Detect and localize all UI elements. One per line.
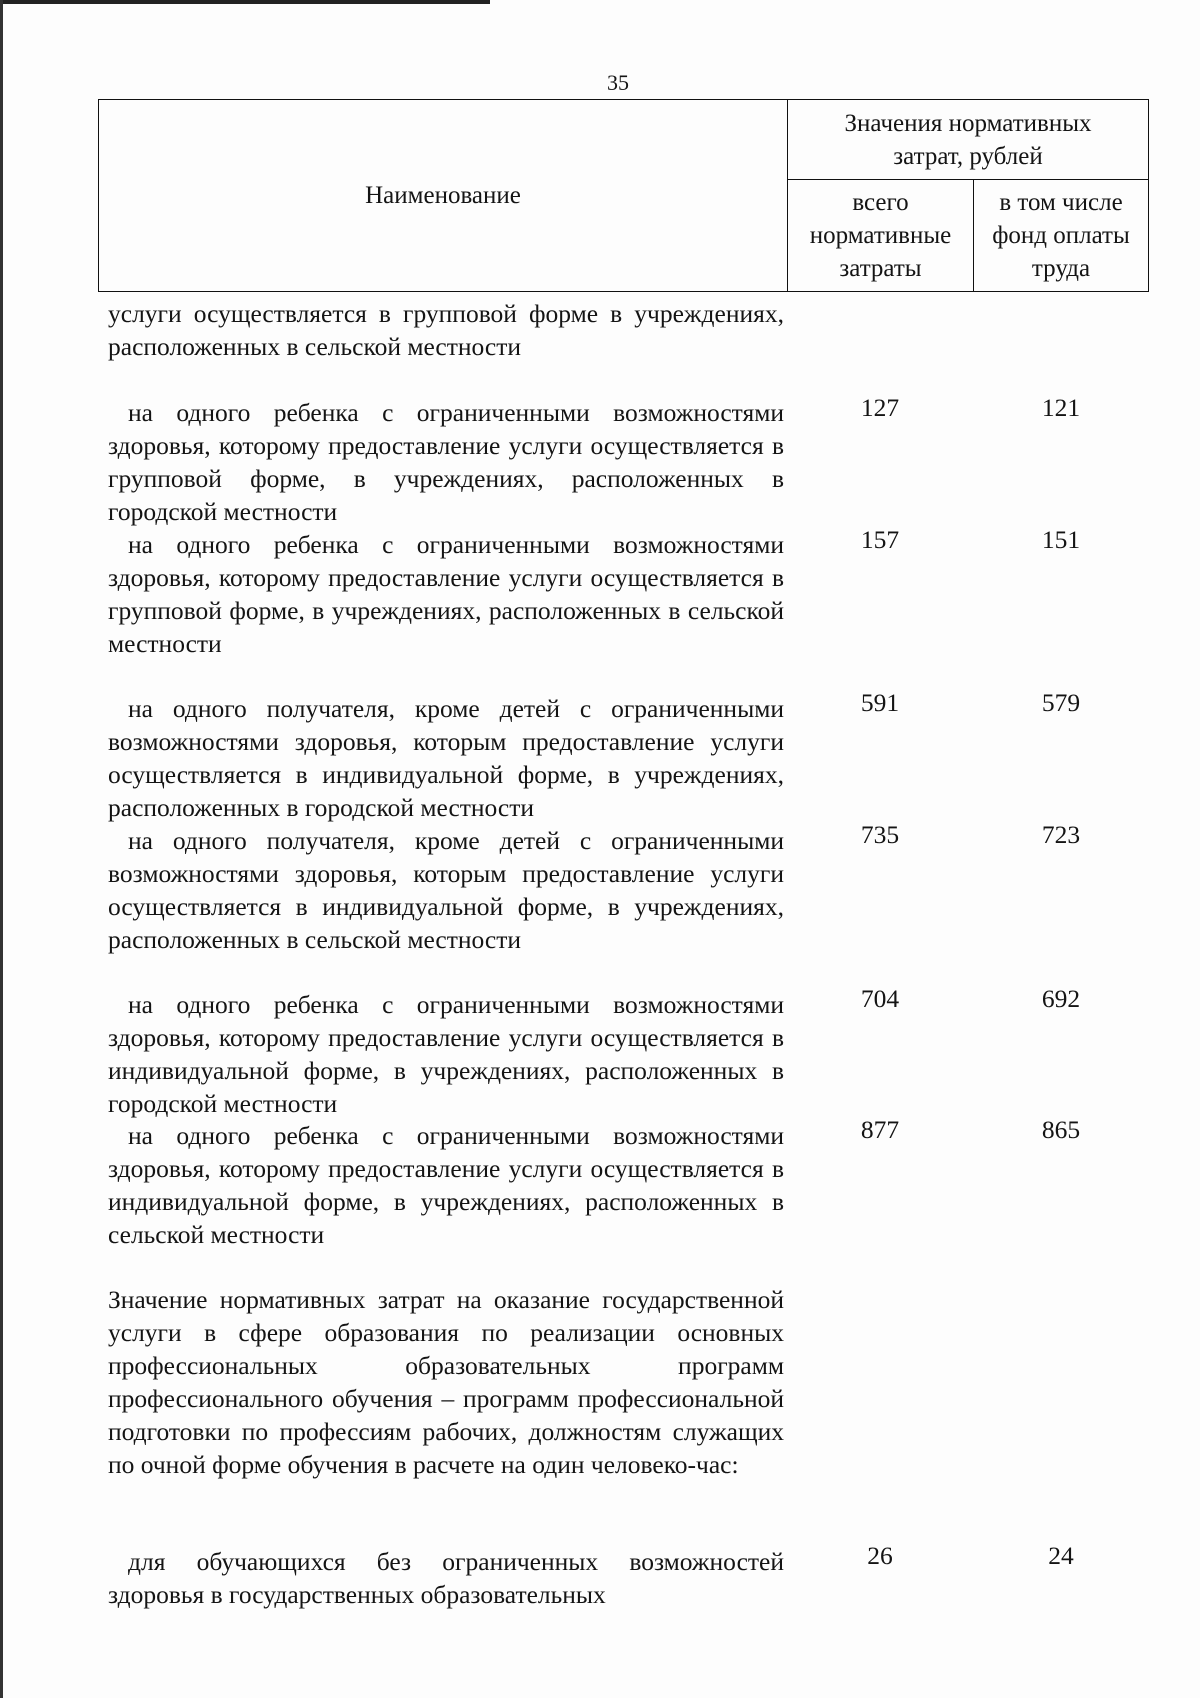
header-name-label: Наименование — [365, 182, 521, 209]
header-wage-cell — [974, 180, 1149, 292]
header-wage-label: в том числе фонд оплаты труда — [992, 189, 1130, 282]
row-total: 157 — [860, 525, 900, 554]
row-text: на одного ребенка с ограниченными возможностями здоровья, которому предоставление услуги осуществляется в индивидуальной форме, в учреждениях, расположенных в городской местности — [108, 990, 784, 1118]
header-total-cell — [788, 180, 974, 292]
row-total: 591 — [860, 688, 900, 717]
row-wage: 151 — [1041, 525, 1081, 554]
row-wage: 723 — [1041, 820, 1081, 849]
section-text: Значение нормативных затрат на оказание государственной услуги в сфере образования по реализации основных профессиональных образовательных программ профессионального обучения – программ профессиональной подготовки по профессиям рабочих, должностям служащих по очной форме обучения в расчете на один человеко-час: — [108, 1285, 784, 1479]
row-total: 26 — [867, 1541, 893, 1570]
header-values-label: Значения нормативных затрат, рублей — [844, 109, 1092, 170]
row-text: на одного получателя, кроме детей с ограниченными возможностями здоровья, которым предоставление услуги осуществляется в индивидуальной форме, в учреждениях, расположенных в сельской местности — [108, 826, 784, 954]
row-wage: 865 — [1041, 1115, 1081, 1144]
scan-edge-left — [0, 0, 3, 1698]
row-text: для обучающихся без ограниченных возможностей здоровья в государственных образовательных — [108, 1547, 784, 1609]
row-text: на одного ребенка с ограниченными возможностями здоровья, которому предоставление услуги осуществляется в групповой форме, в учреждениях, расположенных в городской местности — [108, 398, 784, 526]
row-wage: 24 — [1048, 1541, 1074, 1570]
header-name-cell — [99, 100, 788, 292]
row-text: на одного получателя, кроме детей с ограниченными возможностями здоровья, которым предоставление услуги осуществляется в индивидуальной форме, в учреждениях, расположенных в городской местности — [108, 694, 784, 822]
row-total: 877 — [860, 1115, 900, 1144]
row-total: 127 — [860, 393, 900, 422]
row-text: услуги осуществляется в групповой форме в учреждениях, расположенных в сельской местности — [108, 299, 784, 361]
scan-edge-top — [0, 0, 490, 4]
row-text: на одного ребенка с ограниченными возможностями здоровья, которому предоставление услуги осуществляется в индивидуальной форме, в учреждениях, расположенных в сельской местности — [108, 1121, 784, 1249]
header-total-label: всего нормативные затраты — [809, 189, 952, 282]
row-wage: 121 — [1041, 393, 1081, 422]
table-header — [98, 99, 1149, 292]
page-number: 35 — [607, 70, 629, 95]
row-total: 735 — [860, 820, 900, 849]
header-values-group — [788, 100, 1149, 180]
row-text: на одного ребенка с ограниченными возможностями здоровья, которому предоставление услуги осуществляется в групповой форме, в учреждениях, расположенных в сельской местности — [108, 530, 784, 658]
row-total: 704 — [860, 984, 900, 1013]
row-wage: 579 — [1041, 688, 1081, 717]
row-wage: 692 — [1041, 984, 1081, 1013]
